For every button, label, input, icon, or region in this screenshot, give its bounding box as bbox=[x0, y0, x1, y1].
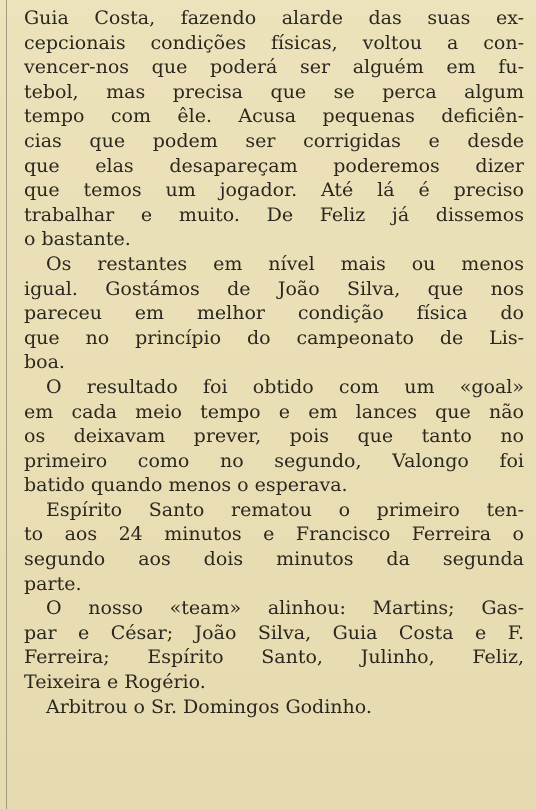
text-line: par e César; João Silva, Guia Costa e F. bbox=[24, 621, 524, 644]
text-line: Ferreira; Espírito Santo, Julinho, Feliz, bbox=[24, 646, 524, 669]
text-line: o bastante. bbox=[24, 228, 131, 251]
text-line: O resultado foi obtido com um «goal» bbox=[46, 375, 524, 398]
text-line: Teixeira e Rogério. bbox=[24, 671, 206, 694]
article-paragraph bbox=[24, 375, 524, 498]
article-paragraph bbox=[24, 498, 524, 596]
text-line: Arbitrou o Sr. Domingos Godinho. bbox=[46, 695, 372, 718]
article-body bbox=[24, 0, 524, 719]
article-paragraph bbox=[24, 695, 524, 720]
text-line: primeiro como no segundo, Valongo foi bbox=[24, 449, 524, 472]
text-line: Guia Costa, fazendo alarde das suas ex- bbox=[24, 7, 524, 29]
article-paragraph bbox=[24, 252, 524, 375]
text-line: trabalhar e muito. De Feliz já dissemos bbox=[24, 203, 524, 226]
text-line: tebol, mas precisa que se perca algum bbox=[24, 80, 524, 103]
text-line: to aos 24 minutos e Francisco Ferreira o bbox=[24, 523, 524, 546]
column-rule bbox=[6, 0, 7, 809]
text-line: boa. bbox=[24, 351, 65, 374]
text-line: cepcionais condições físicas, voltou a con- bbox=[24, 31, 524, 54]
text-line: Espírito Santo rematou o primeiro ten- bbox=[46, 498, 524, 521]
text-line: Os restantes em nível mais ou menos bbox=[46, 252, 524, 275]
text-line: O nosso «team» alinhou: Martins; Gas- bbox=[46, 597, 524, 620]
text-line: parte. bbox=[24, 572, 82, 595]
text-line: igual. Gostámos de João Silva, que nos bbox=[24, 277, 524, 300]
text-line: os deixavam prever, pois que tanto no bbox=[24, 425, 524, 448]
text-line: pareceu em melhor condição física do bbox=[24, 302, 524, 325]
article-paragraph bbox=[24, 596, 524, 694]
text-line: em cada meio tempo e em lances que não bbox=[24, 400, 524, 423]
text-line: segundo aos dois minutos da segunda bbox=[24, 548, 524, 571]
text-line: que temos um jogador. Até lá é preciso bbox=[24, 179, 524, 202]
article-paragraph bbox=[24, 6, 524, 252]
text-line: cias que podem ser corrigidas e desde bbox=[24, 129, 524, 152]
text-line: que elas desapareçam poderemos dizer bbox=[24, 154, 524, 177]
text-line: tempo com êle. Acusa pequenas deficiên- bbox=[24, 105, 524, 128]
text-line: vencer-nos que poderá ser alguém em fu- bbox=[24, 56, 524, 79]
text-line: que no princípio do campeonato de Lis- bbox=[24, 326, 524, 349]
text-line: batido quando menos o esperava. bbox=[24, 474, 348, 497]
